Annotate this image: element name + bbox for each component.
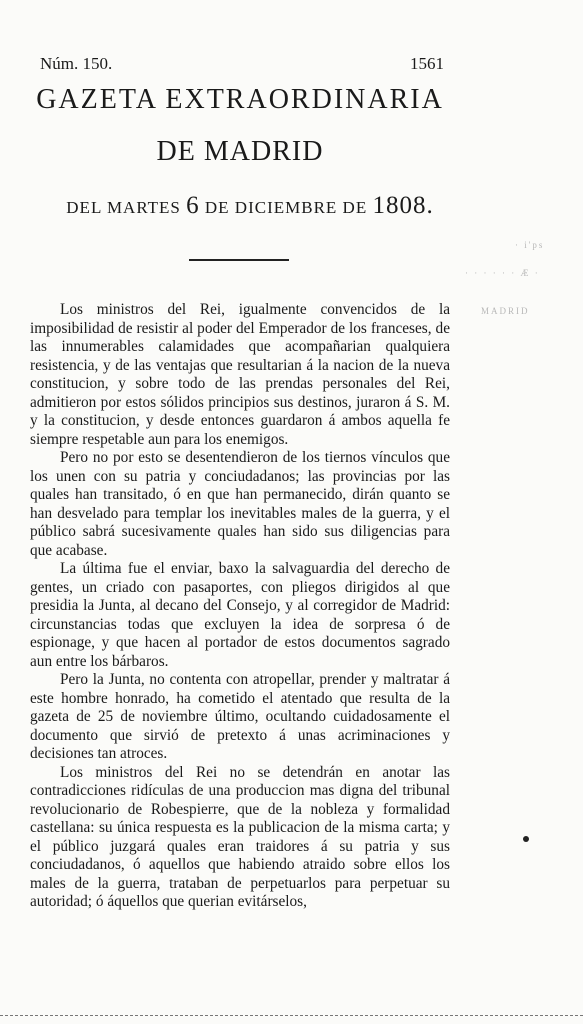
margin-bleed-through [465,240,580,320]
bleed-line-1: · i'ps [515,240,545,250]
paragraph: Los ministros del Rei no se detendrán en anotar las contradicciones ridículas de una produccion mas digna del tribunal revolucionario de Robespierre, que de la nobleza y formalidad castellana: su única respuesta es la publicacion de la misma carta; y el público juzgará quales eran traidores á su patria y sus conciudadanos, ó aquellos que habiendo atraido sobre ellos los males de la guerra, trataban de perpetuarlos para perpetuar su autoridad; ó áquellos que querian evitárselos, [30,763,450,910]
page-bottom-edge [0,1015,583,1022]
issue-number: Núm. 150. [40,54,113,73]
bleed-line-3: MADRID [481,306,530,316]
dateline-year: 1808. [372,192,434,219]
dateline-month: DE DICIEMBRE DE [204,198,368,217]
masthead-title: GAZETA EXTRAORDINARIA [36,84,444,115]
paragraph: Pero no por esto se desentendieron de los tiernos vínculos que los unen con su patria y conciudadanos; las provincias por las quales han transitado, ó en que han permanecido, dirán quanto se han desvelado para templar los inevitables males de la guerra, y el público sabrá sucesivamente quales han sido sus diligencias para que acabase. [30,449,450,559]
dateline-day: 6 [186,192,200,219]
paragraph: Pero la Junta, no contenta con atropellar, prender y maltratar á este hombre honrado, ha cometido el atentado que resulta de la gazeta de 25 de noviembre último, ocultando cuidadosamente el documento que sirvió de pretexto á unas acriminaciones y decisiones tan atroces. [30,671,450,762]
article-body [30,301,450,912]
page-number: 1561 [410,54,444,73]
dateline-prefix: DEL MARTES [66,198,181,217]
masthead-subtitle: DE MADRID [156,136,324,167]
title-divider [189,259,289,261]
ink-spot [523,836,529,842]
dateline [40,192,460,220]
page-header [40,54,444,74]
bleed-line-2: · · · · · · Æ · [465,268,540,278]
paragraph: Los ministros del Rei, igualmente convencidos de la imposibilidad de resistir al poder del Emperador de los franceses, de las innumerables calamidades que acompañarian qualquiera resistencia, y de las ventajas que resultarian á la nacion de la nueva constitucion, y sobre todo de las prendas personales del Rei, admitieron por estos sólidos principios sus destinos, juraron á S. M. y la constitucion, y desde entonces guardaron á ambos aquella fe siempre respetable aun para los enemigos. [30,301,450,448]
paragraph: La última fue el enviar, baxo la salvaguardia del derecho de gentes, un criado con pasaportes, con pliegos dirigidos al que presidia la Junta, al decano del Consejo, y al corregidor de Madrid: circunstancias todas que excluyen la idea de sorpresa ó de espionage, y que hacen al portador de estos documentos sagrado aun entre los bárbaros. [30,560,450,670]
